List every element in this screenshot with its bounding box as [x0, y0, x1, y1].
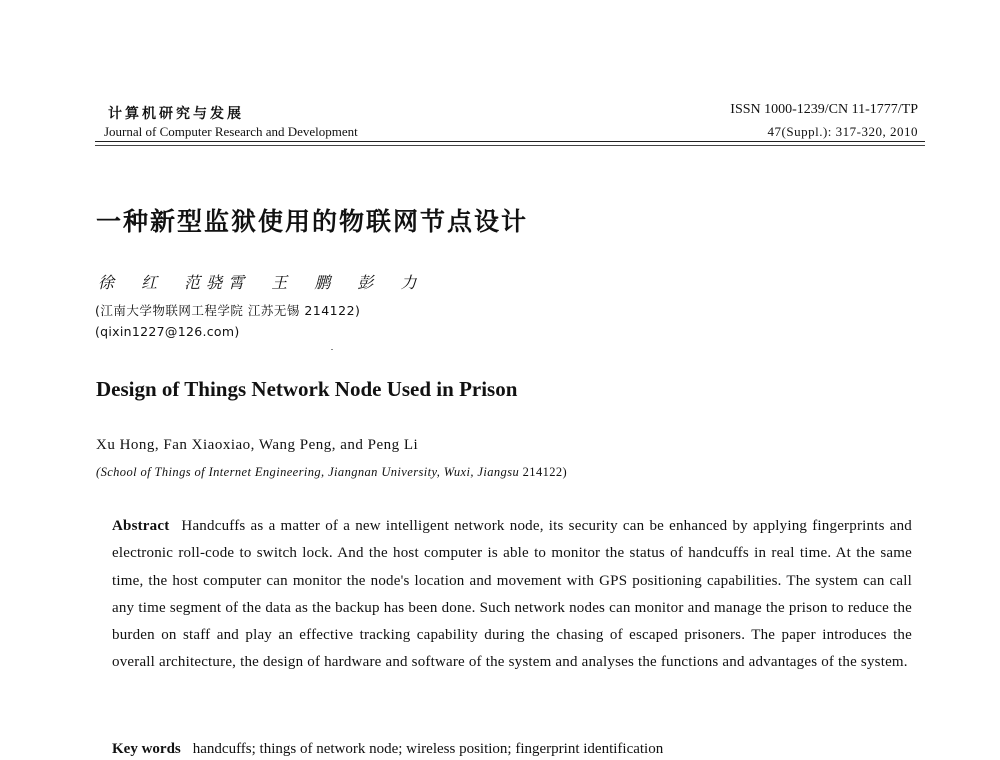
keywords-text: handcuffs; things of network node; wireless position; fingerprint identification: [192, 741, 664, 757]
abstract-text: Handcuffs as a matter of a new intelligent network node, its security can be enhanced by applying fingerprints and electronic roll-code to switch lock. And the host computer is able to monitor the status of handcuffs in real time. At the same time, the host computer can monitor the node's location and movement with GPS positioning capabilities. The system can call any time segment of the data as the backup has been done. Such network nodes can monitor and manage the prison to reduce the burden on staff and play an effective tracking capability during the chasing of escaped prisoners. The paper introduces the overall architecture, the design of hardware and software of the system and analyses the functions and advantages of the system.: [112, 518, 912, 671]
journal-name-en: Journal of Computer Research and Development: [104, 124, 358, 139]
journal-name-cn: 计算机研究与发展: [108, 106, 244, 122]
journal-volume: 47(Suppl.): 317-320, 2010: [767, 124, 918, 139]
article-email: (qixin1227@126.com): [95, 324, 240, 339]
affiliation-en-postcode: 214122): [522, 465, 568, 479]
affiliation-en-text: (School of Things of Internet Engineering, Jiangnan University, Wuxi, Jiangsu: [96, 465, 523, 479]
keywords-block: [112, 741, 912, 758]
article-affiliation-en: [96, 465, 567, 480]
abstract-block: [112, 513, 912, 677]
journal-issn: ISSN 1000-1239/CN 11-1777/TP: [730, 102, 918, 117]
abstract-label: Abstract: [112, 518, 170, 534]
article-authors-en: Xu Hong, Fan Xiaoxiao, Wang Peng, and Peng Li: [96, 437, 419, 453]
article-authors-cn: 徐 红 范骁霄 王 鹏 彭 力: [98, 273, 423, 292]
keywords-label: Key words: [112, 741, 181, 757]
header-rule-bottom: [95, 145, 925, 146]
article-title-cn: 一种新型监狱使用的物联网节点设计: [96, 207, 529, 236]
article-affiliation-cn: (江南大学物联网工程学院 江苏无锡 214122): [95, 303, 361, 318]
article-title-en: Design of Things Network Node Used in Prison: [96, 377, 518, 401]
scan-speck: [331, 349, 333, 350]
header-rule-top: [95, 141, 925, 142]
